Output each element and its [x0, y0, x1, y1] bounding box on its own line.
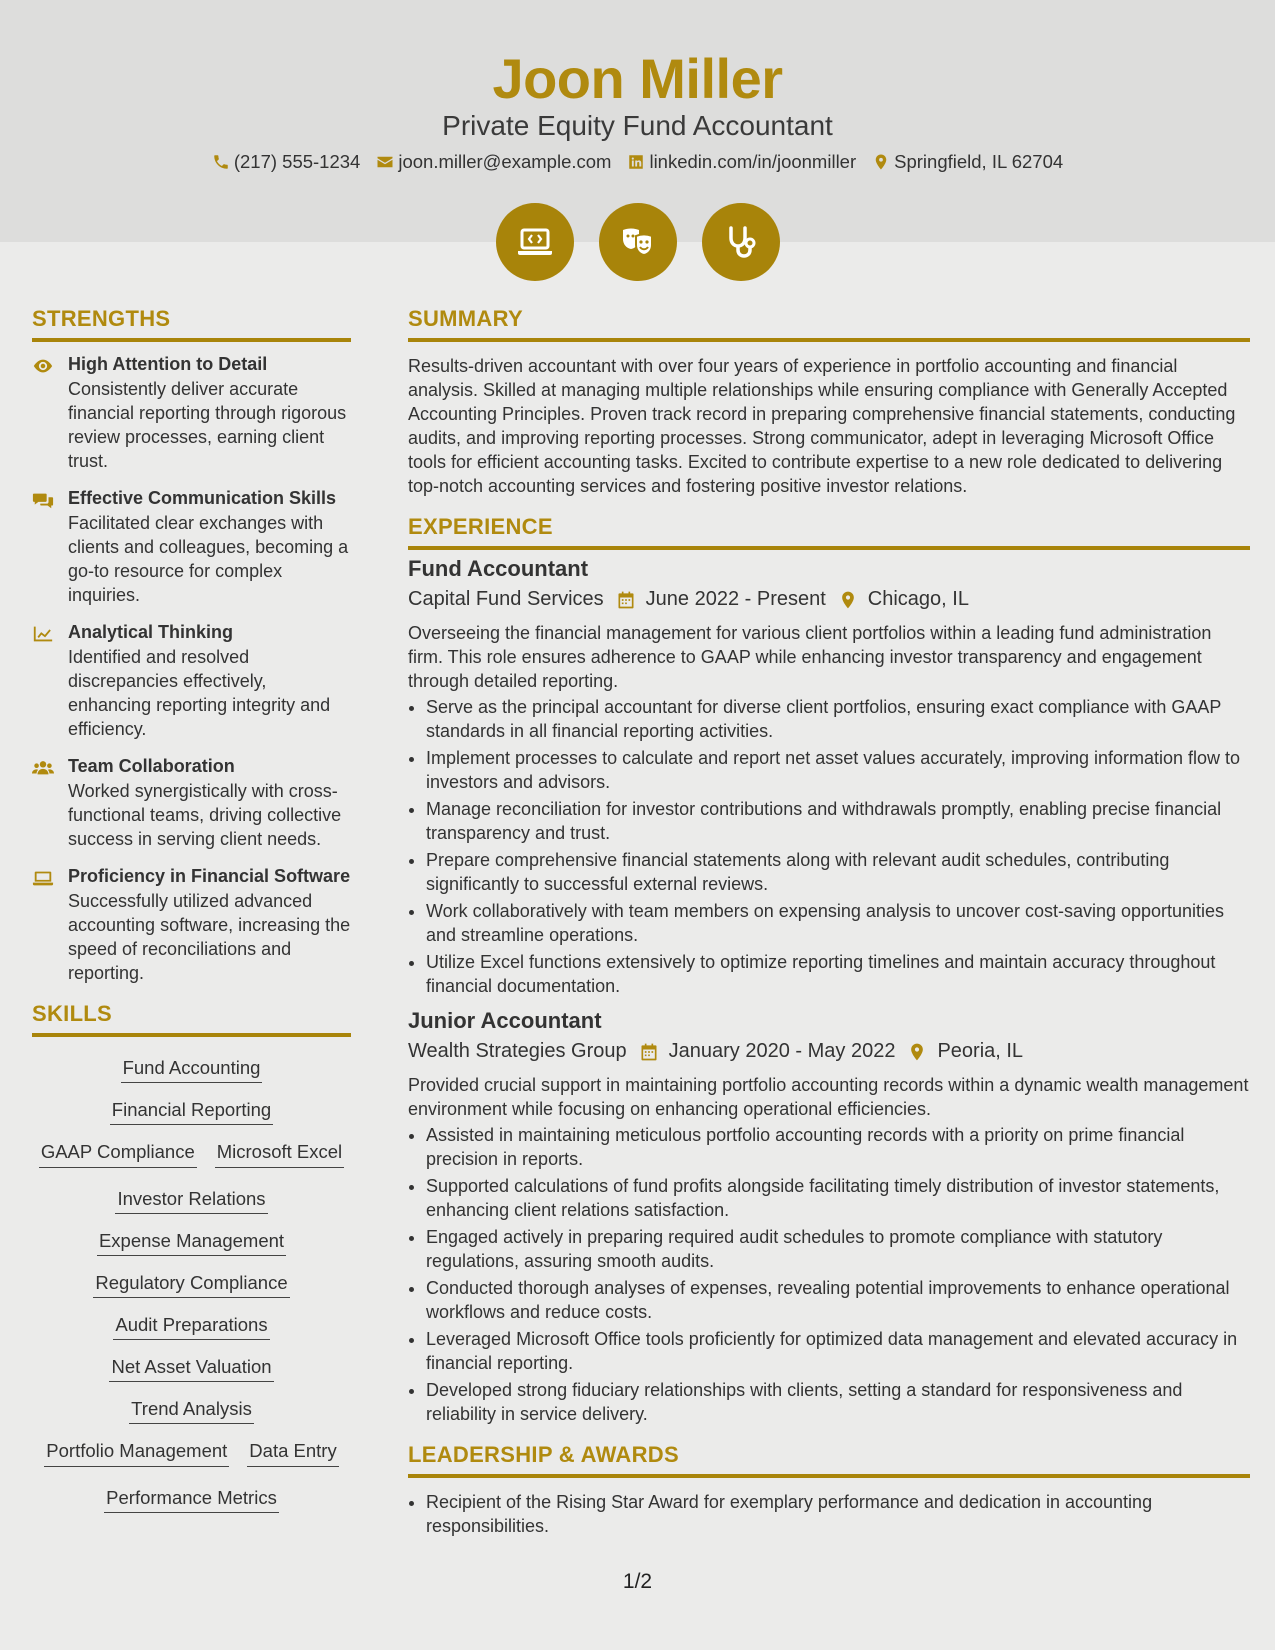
award-item: • Recipient of the Rising Star Award for exemplary performance and dedication in accounting responsibilities. [426, 1490, 1250, 1538]
contact-location-text: Springfield, IL 62704 [894, 151, 1064, 172]
job-bullets [408, 1123, 1250, 1426]
strength-desc: Identified and resolved discrepancies effectively, enhancing reporting integrity and efficiency. [68, 647, 331, 739]
bullet-item: • Engaged actively in preparing required audit schedules to promote compliance with statutory regulations, assuring smooth audits. [426, 1225, 1250, 1273]
bullet-item: • Leveraged Microsoft Office tools proficiently for optimized data management and elevated accuracy in financial reporting. [426, 1327, 1250, 1375]
job-summary: Overseeing the financial management for various client portfolios within a leading fund administration firm. This role ensures adherence to GAAP while enhancing investor transparency and engagement through detailed reporting. [408, 623, 1212, 691]
skill-row [32, 1099, 351, 1121]
job-bullets [408, 695, 1250, 998]
strength-desc: Successfully utilized advanced accounting software, increasing the speed of reconciliations and reporting. [68, 891, 351, 983]
skill-tag: Microsoft Excel [215, 1141, 344, 1168]
awards-heading: LEADERSHIP & AWARDS [408, 1442, 1250, 1478]
job-company: Capital Fund Services [408, 588, 604, 610]
job-dates: January 2020 - May 2022 [668, 1040, 896, 1062]
strength-desc: Worked synergistically with cross-functional teams, driving collective success in serving client needs. [68, 781, 342, 849]
contact-location [872, 151, 1063, 173]
bullet-item: • Developed strong fiduciary relationships with clients, setting a standard for responsiveness and reliability in service delivery. [426, 1378, 1250, 1426]
skill-tag: Regulatory Compliance [93, 1272, 289, 1298]
map-pin-icon [907, 1042, 927, 1062]
skill-tag: Net Asset Valuation [109, 1356, 273, 1382]
strength-title: Team Collaboration [68, 756, 235, 776]
map-pin-icon [872, 153, 890, 171]
strength-item [32, 866, 351, 985]
skill-tag: Audit Preparations [113, 1314, 269, 1340]
job-location: Chicago, IL [867, 588, 969, 610]
bullet-item: • Serve as the principal accountant for diverse client portfolios, ensuring exact compliance with GAAP standards in all financial reporting activities. [426, 695, 1250, 743]
skill-row [32, 1314, 351, 1336]
skill-tag: Trend Analysis [129, 1398, 254, 1424]
job-location: Peoria, IL [937, 1040, 1024, 1062]
skill-tag: Investor Relations [115, 1188, 267, 1214]
job-company: Wealth Strategies Group [408, 1040, 627, 1062]
masks-theater-icon [618, 222, 658, 262]
skill-row [32, 1487, 351, 1509]
skill-tag: Performance Metrics [104, 1487, 279, 1513]
experience-heading: EXPERIENCE [408, 514, 1250, 550]
skill-row [32, 1057, 351, 1079]
skill-tag: Portfolio Management [44, 1440, 229, 1467]
contact-bar [0, 151, 1275, 173]
eye-icon [32, 356, 54, 376]
skill-row [32, 1272, 351, 1294]
summary-heading: SUMMARY [408, 306, 1250, 342]
skill-tag: Expense Management [97, 1230, 286, 1256]
strength-item [32, 354, 351, 473]
candidate-title: Private Equity Fund Accountant [442, 110, 833, 141]
strength-title: Analytical Thinking [68, 622, 234, 642]
candidate-name: Joon Miller [492, 47, 783, 110]
awards-list [408, 1490, 1250, 1538]
skill-tag: Data Entry [247, 1440, 338, 1467]
skill-tag: Financial Reporting [110, 1099, 273, 1125]
theater-masks-badge [599, 203, 677, 281]
strengths-heading: STRENGTHS [32, 306, 351, 342]
bullet-item: • Prepare comprehensive financial statements along with relevant audit schedules, contributing significantly to successful external reviews. [426, 848, 1250, 896]
job-meta [408, 588, 1250, 611]
job-summary: Provided crucial support in maintaining portfolio accounting records within a dynamic wealth management environment while focusing on enhancing operational efficiencies. [408, 1075, 1249, 1119]
contact-email-text: joon.miller@example.com [398, 151, 612, 172]
bullet-item: • Manage reconciliation for investor contributions and withdrawals promptly, enabling precise financial transparency and trust. [426, 797, 1250, 845]
laptop-icon [32, 868, 54, 888]
calendar-icon [639, 1042, 659, 1062]
contact-phone[interactable] [212, 151, 361, 173]
bullet-item: • Utilize Excel functions extensively to optimize reporting timelines and maintain accuracy throughout financial documentation. [426, 950, 1250, 998]
strength-desc: Facilitated clear exchanges with clients and colleagues, becoming a go-to resource for complex inquiries. [68, 513, 349, 605]
contact-phone-text: (217) 555-1234 [233, 151, 361, 172]
left-column [32, 306, 351, 1509]
strength-desc: Consistently deliver accurate financial reporting through rigorous review processes, earning client trust. [68, 379, 347, 471]
skill-tag: GAAP Compliance [39, 1141, 197, 1168]
summary-text: Results-driven accountant with over four years of experience in portfolio accounting and financial analysis. Skilled at managing multiple relationships while ensuring compliance with Generally Accepted Accounting Principles. Proven track record in preparing comprehensive financial statements, conducting audits, and improving reporting processes. Strong communicator, adept in leveraging Microsoft Office tools for efficient accounting tasks. Excited to contribute expertise to a new role dedicated to delivering top-notch accounting services and fostering positive investor relations. [408, 356, 1236, 496]
job-entry [408, 556, 1250, 998]
chart-line-icon [32, 624, 54, 644]
strength-item [32, 756, 351, 851]
linkedin-icon [627, 153, 645, 171]
bullet-item: • Assisted in maintaining meticulous portfolio accounting records with a priority on prime financial precision in reports. [426, 1123, 1250, 1171]
contact-linkedin[interactable] [627, 151, 856, 173]
job-entry [408, 1008, 1250, 1426]
strength-item [32, 622, 351, 741]
bullet-item: • Work collaboratively with team members on expensing analysis to uncover cost-saving opportunities and streamline operations. [426, 899, 1250, 947]
skills-heading: SKILLS [32, 1001, 351, 1037]
right-column [408, 306, 1250, 1541]
stethoscope-badge [702, 203, 780, 281]
skills-list [32, 1053, 351, 1509]
bullet-item: • Supported calculations of fund profits alongside facilitating timely distribution of investor statements, enhancing client relations satisfaction. [426, 1174, 1250, 1222]
skill-row [32, 1230, 351, 1252]
strength-title: Proficiency in Financial Software [68, 866, 351, 886]
job-dates: June 2022 - Present [645, 588, 826, 610]
laptop-code-icon [515, 222, 555, 262]
calendar-icon [616, 590, 636, 610]
job-title: Fund Accountant [408, 556, 589, 581]
interest-badges [0, 203, 1275, 281]
job-meta [408, 1040, 1250, 1063]
bullet-item: • Conducted thorough analyses of expenses, revealing potential improvements to enhance operational workflows and reduce costs. [426, 1276, 1250, 1324]
stethoscope-icon [721, 222, 761, 262]
strength-title: High Attention to Detail [68, 354, 268, 374]
map-pin-icon [838, 590, 858, 610]
strength-title: Effective Communication Skills [68, 488, 337, 508]
skill-row [32, 1398, 351, 1420]
contact-email[interactable] [376, 151, 611, 173]
skill-tag: Fund Accounting [121, 1057, 263, 1083]
strength-item [32, 488, 351, 607]
phone-icon [212, 153, 230, 171]
skill-row [32, 1356, 351, 1378]
bullet-item: • Implement processes to calculate and report net asset values accurately, improving information flow to investors and advisors. [426, 746, 1250, 794]
skill-row [32, 1188, 351, 1210]
contact-linkedin-text: linkedin.com/in/joonmiller [649, 151, 857, 172]
page-number: 1/2 [622, 1570, 653, 1593]
comments-icon [32, 490, 54, 510]
envelope-icon [376, 153, 394, 171]
laptop-code-badge [496, 203, 574, 281]
job-title: Junior Accountant [408, 1008, 602, 1033]
users-icon [32, 758, 54, 778]
